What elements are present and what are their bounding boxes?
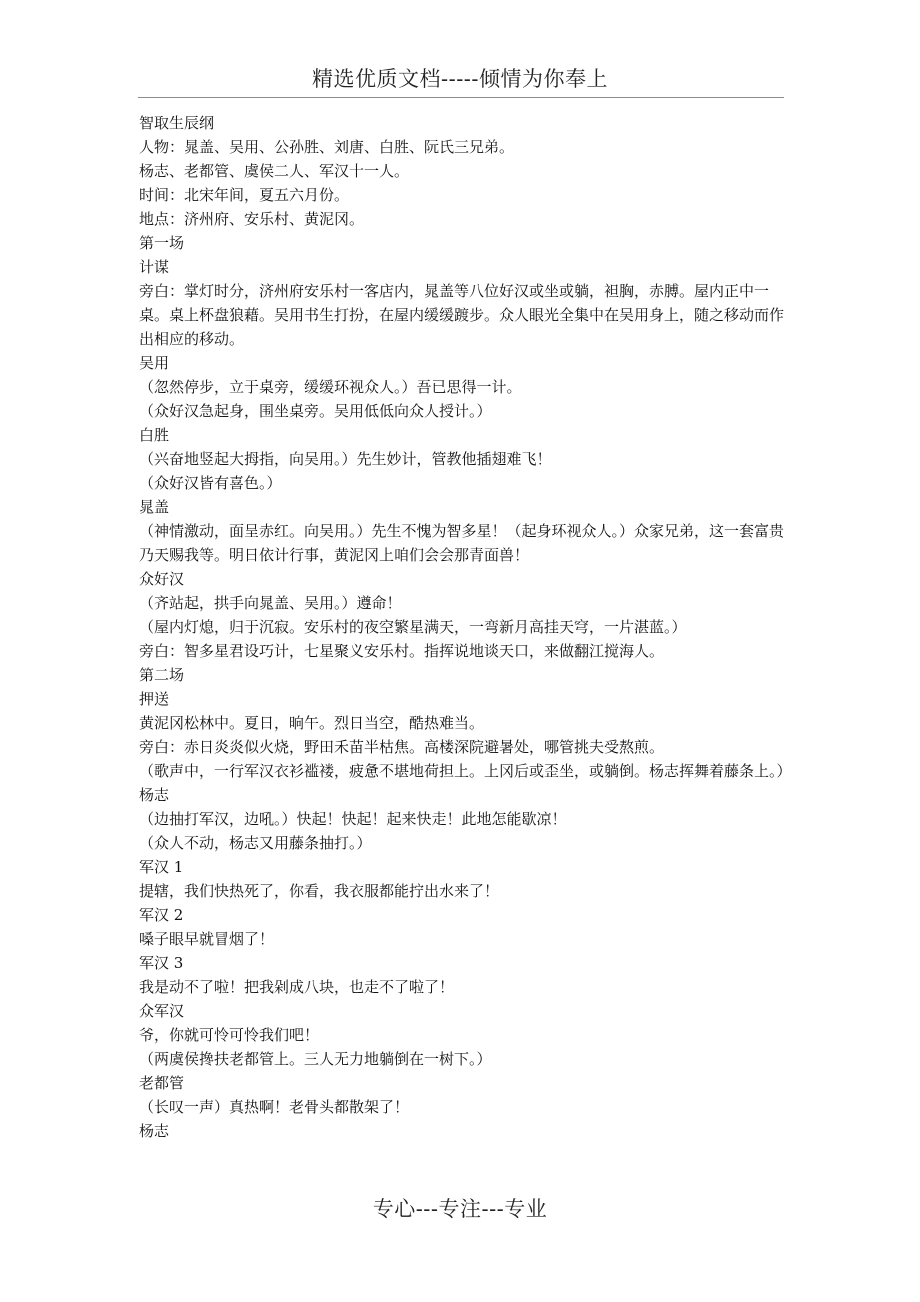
doc-line: 时间：北宋年间，夏五六月份。: [139, 186, 350, 204]
doc-line: （长叹一声）真热啊！老骨头都散架了！: [139, 1098, 410, 1116]
doc-line: （屋内灯熄，归于沉寂。安乐村的夜空繁星满天，一弯新月高挂天穹，一片湛蓝。）: [139, 618, 687, 636]
speaker-name: 军汉 3: [139, 954, 184, 972]
speaker-name: 白胜: [139, 426, 170, 444]
doc-line: （兴奋地竖起大拇指，向吴用。）先生妙计，管教他插翅难飞！: [139, 450, 552, 468]
speaker-name: 杨志: [139, 1122, 170, 1140]
doc-line: （边抽打军汉，边吼。）快起！快起！起来快走！此地怎能歇凉！: [139, 810, 567, 828]
speaker-name: 老都管: [139, 1074, 185, 1092]
scene-subtitle: 计谋: [139, 258, 170, 276]
doc-line: 杨志、老都管、虞侯二人、军汉十一人。: [139, 162, 410, 180]
speaker-name: 晁盖: [139, 498, 170, 516]
doc-line: （众人不动，杨志又用藤条抽打。）: [139, 834, 372, 852]
header-divider: [138, 97, 784, 98]
doc-line: （众好汉皆有喜色。）: [139, 474, 282, 492]
speaker-name: 吴用: [139, 354, 170, 372]
doc-paragraph: （歌声中，一行军汉衣衫褴褛，疲惫不堪地荷担上。上冈后或歪坐，或躺倒。杨志挥舞着藤条上。）: [139, 762, 792, 780]
doc-title: 智取生辰纲: [139, 114, 215, 132]
speaker-name: 杨志: [139, 786, 170, 804]
doc-line: 提辖，我们快热死了，你看，我衣服都能拧出水来了！: [139, 882, 500, 900]
doc-line: （齐站起，拱手向晁盖、吴用。）遵命！: [139, 594, 402, 612]
doc-line: 我是动不了啦！把我剁成八块，也走不了啦了！: [139, 978, 455, 996]
page-footer: 专心---专注---专业: [372, 1197, 548, 1221]
document-body: [139, 111, 792, 1143]
doc-line: 旁白：赤日炎炎似火烧，野田禾苗半枯焦。高楼深院避暑处，哪管挑夫受熬煎。: [139, 738, 665, 756]
doc-paragraph: （神情激动，面呈赤红。向吴用。）先生不愧为智多星！（起身环视众人。）众家兄弟，这一套富贵乃天赐我等。明日依计行事，黄泥冈上咱们会会那青面兽！: [139, 522, 785, 564]
doc-line: 爷，你就可怜可怜我们吧！: [139, 1026, 320, 1044]
doc-line: （众好汉急起身，围坐桌旁。吴用低低向众人授计。）: [139, 402, 492, 420]
speaker-name: 众好汉: [139, 570, 185, 588]
speaker-name: 军汉 1: [139, 858, 184, 876]
doc-line: （忽然停步，立于桌旁，缓缓环视众人。）吾已思得一计。: [139, 378, 522, 396]
scene-heading: 第二场: [139, 666, 185, 684]
doc-line: 黄泥冈松林中。夏日，晌午。烈日当空，酷热难当。: [139, 714, 485, 732]
scene-subtitle: 押送: [139, 690, 170, 708]
speaker-name: 众军汉: [139, 1002, 185, 1020]
doc-line: 地点：济州府、安乐村、黄泥冈。: [139, 210, 365, 228]
doc-line: 嗓子眼早就冒烟了！: [139, 930, 275, 948]
doc-paragraph: 旁白：掌灯时分，济州府安乐村一客店内，晁盖等八位好汉或坐或躺，袒胸，赤膊。屋内正中一桌。桌上杯盘狼藉。吴用书生打扮，在屋内缓缓踱步。众人眼光全集中在吴用身上，随之移动而作出相应的移动。: [139, 282, 785, 348]
doc-line: 旁白：智多星君设巧计，七星聚义安乐村。指挥说地谈天口，来做翻江搅海人。: [139, 642, 665, 660]
doc-line: （两虞侯搀扶老都管上。三人无力地躺倒在一树下。）: [139, 1050, 492, 1068]
speaker-name: 军汉 2: [139, 906, 184, 924]
scene-heading: 第一场: [139, 234, 185, 252]
page-header: 精选优质文档-----倾情为你奉上: [312, 67, 608, 91]
doc-line: 人物：晁盖、吴用、公孙胜、刘唐、白胜、阮氏三兄弟。: [139, 138, 515, 156]
